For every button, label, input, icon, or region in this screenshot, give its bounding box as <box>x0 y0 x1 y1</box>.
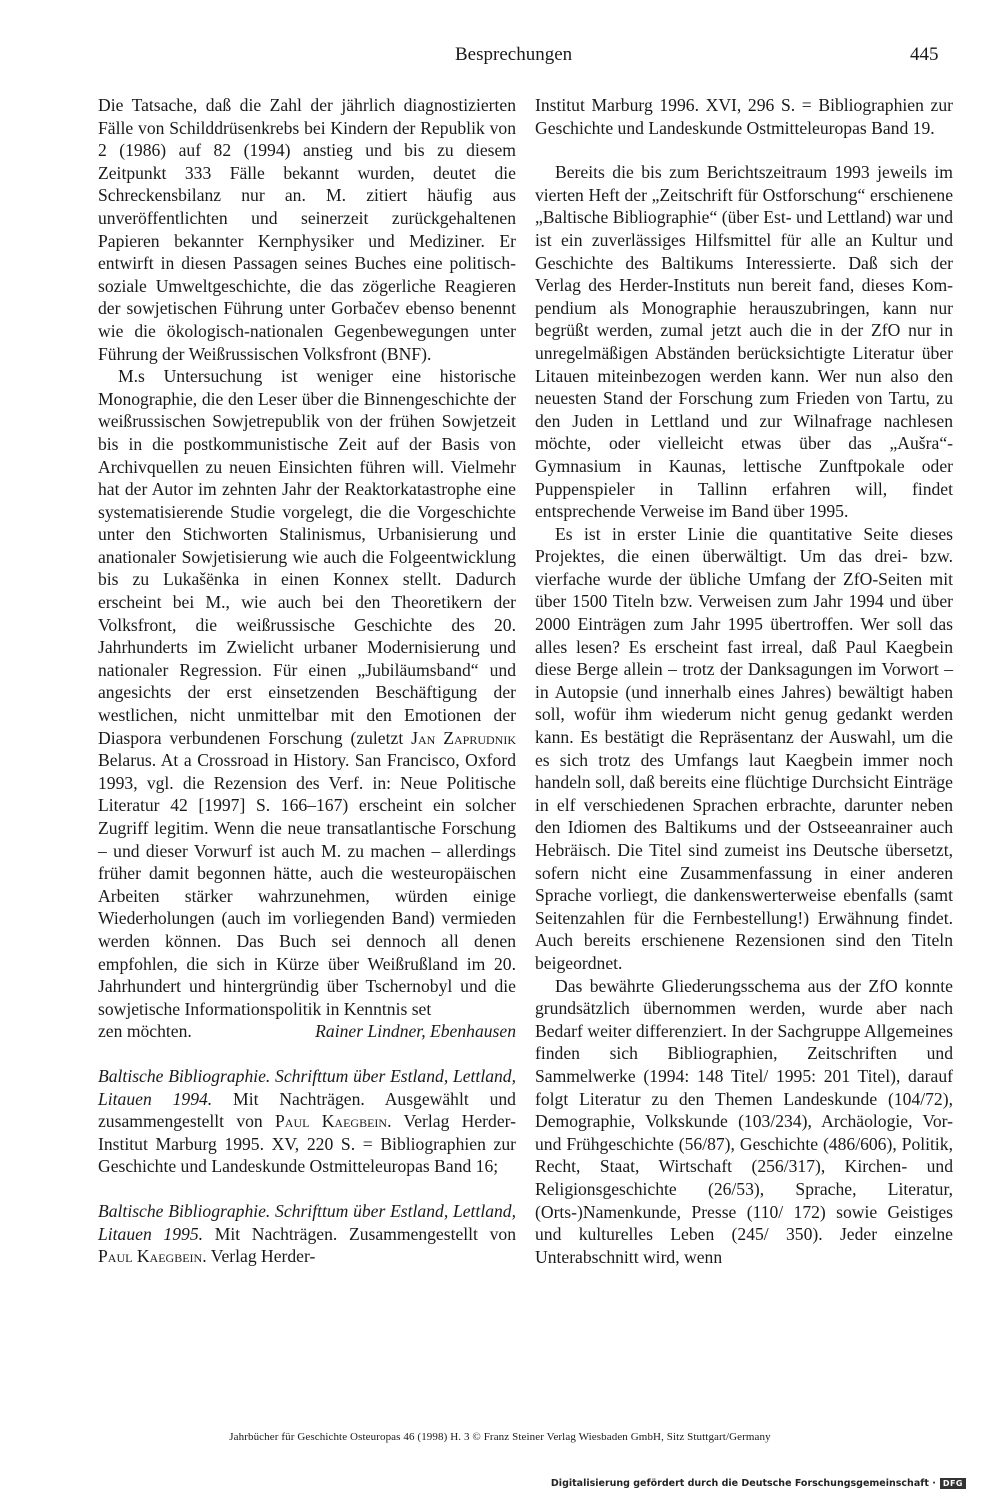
entry-1994-title: Baltische Bibliographie. Schrifttum über Estland, Lettland, Litauen 1994. <box>98 1065 516 1109</box>
review-paragraph-2 <box>98 365 516 1020</box>
running-head <box>0 44 1000 74</box>
dfg-logo-icon: DFG <box>940 1478 966 1489</box>
reviewer-name: Rainer Lindner, Ebenhausen <box>315 1021 516 1042</box>
paragraph-2-last-line: zen möchten. <box>98 1021 192 1042</box>
entry-1994-editor: Paul Kaegbein <box>275 1111 388 1132</box>
cited-author-name: Jan Zaprudnik <box>411 727 517 748</box>
review-signature-line <box>98 1020 516 1043</box>
entry-1994-text-a: Mit Nachträgen. Ausgewählt und zusammengestellt von <box>98 1088 516 1132</box>
entry-1995-title: Baltische Bibliographie. Schrifttum über Estland, Lettland, Litauen 1995. <box>98 1200 516 1244</box>
right-column <box>535 94 953 1268</box>
entry-1995-text-a: Mit Nachträgen. Zusammengestellt von <box>203 1223 517 1244</box>
left-column <box>98 94 516 1268</box>
journal-footer: Jahrbücher für Geschichte Osteuropas 46 (1998) H. 3 © Franz Steiner Verlag Wiesbaden GmbH, Sitz Stuttgart/Germany <box>229 1431 771 1443</box>
bibliography-entry-1994 <box>98 1065 516 1178</box>
review-2-paragraph-1: Bereits die bis zum Berichtszeitraum 1993 jeweils im vierten Heft der „Zeitschrift für Ostforschung“ erschienene „Baltische Bibliographie“ (über Est- und Lettland) war und ist ein zuverlässiges Hilfsmittel für alle an Kultur und Geschichte des Baltikums Interessierte. Daß sich der Verlag des Herder-Instituts nun bereit fand, dieses Kompendium als Monographie herauszubringen, kann nur begrüßt werden, zumal jetzt auch die in der ZfO nur in unregelmäßigen Abständen berücksichtigte Literatur über Litauen miteinbezogen werden kann. Wer nun also den neuesten Stand der Forschung zum Frieden von Tartu, zu den Juden in Lettland und zur Wilnafrage nachlesen möchte, oder vielleicht etwas über das „Aušra“-Gymnasium in Kaunas, lettische Zunftpokale oder Puppenspieler in Tallinn erfahren will, findet entsprechende Verweise im Band über 1995. <box>535 162 953 522</box>
dfg-credit-text: Digitalisierung gefördert durch die Deutsche Forschungsgemeinschaft · <box>550 1478 936 1489</box>
bibliography-entry-1995 <box>98 1200 516 1268</box>
running-title: Besprechungen <box>455 44 573 65</box>
entry-1994-text-b: . Verlag Herder-Institut Marburg 1995. XV, 220 S. = Bibliographien zur Geschichte und Landeskunde Ostmitteleuropas Band 16; <box>98 1111 516 1177</box>
dfg-credit <box>551 1478 966 1489</box>
review-2-paragraph-3: Das bewährte Gliederungsschema aus der ZfO konnte grundsätzlich übernommen werden, wurde aber nach Bedarf weiter differenziert. In der Sachgruppe Allgemeines finden sich Bibliographien, Zeitschriften und Sammelwerke (1994: 148 Titel/ 1995: 201 Titel), darauf folgt Literatur zu den Themen Landeskunde (104/72), Demographie, Volkskunde (103/234), Archäologie, Vor- und Frühgeschichte (56/87), Geschichte (486/606), Politik, Recht, Staat, Wirtschaft (256/317), Kirchen- und Religionsgeschichte (26/53), Sprache, Literatur, (Orts-)Namenkunde, Presse (110/ 172) sowie Geistiges und kulturelles Leben (245/ 350). Jeder einzelne Unterabschnitt wird, wenn <box>535 975 953 1267</box>
entry-1995-text-b: . Verlag Herder- <box>202 1246 316 1267</box>
review-2-paragraph-2: Es ist in erster Linie die quantitative Seite dieses Projektes, die einen überwältigt. Um das drei- bzw. vierfache wurde der übliche Umfang der ZfO-Seiten mit über 1500 Titeln bzw. Verweisen zum Jahr 1994 und über 2000 Einträgen zum Jahr 1995 übertroffen. Wer soll das alles lesen? Es erscheint fast irreal, daß Paul Kaegbein diese Berge allein – trotz der Danksagungen im Vorwort – in Autopsie (und innerhalb eines Jahres) bewältigt haben soll, wofür ihm wiederum nicht genug gedankt werden kann. Es bestätigt die Repräsentanz der Auswahl, um die es sich trotz des Umfangs laut Kaegbein immer noch handeln soll, daß bereits eine flüchtige Durchsicht Einträge in elf verschiedenen Sprachen erbrachte, darunter neben den Idiomen des Baltikums und der Ostseeanrainer auch Hebräisch. Die Titel sind zumeist ins Deutsche übersetzt, sofern nicht eine Zusammenfassung in einer anderen Sprache vorliegt, die dankenswerterweise ebenfalls (samt Seitenzahlen für die Fernbestellung!) Erwähnung findet. Auch bereits erschienene Rezensionen sind den Titeln beigeordnet. <box>535 523 953 973</box>
paragraph-2-text-b: Belarus. At a Crossroad in History. San Francisco, Oxford 1993, vgl. die Rezension des Verf. in: Neue Politische Literatur 42 [1997] S. 166–167) erscheint ein solcher Zugriff legitim. Wenn die neue transatlantische Forschung – und dieser Vorwurf ist auch M. zu machen – allerdings früher damit begonnen hätte, auch die westeuropäischen Arbeiten stärker wahrzunehmen, würden einige Wiederholungen (auch im vorliegenden Band) vermieden werden können. Das Buch sei dennoch all denen empfohlen, die sich in Kürze über Weißrußland im 20. Jahrhundert und hintergründig über Tschernobyl und die sowjetische Informationspolitik in Kenntnis set <box>98 750 516 1019</box>
page-number: 445 <box>910 44 939 65</box>
entry-1995-editor: Paul Kaegbein <box>98 1246 203 1267</box>
paragraph-2-text-a: M.s Untersuchung ist weniger eine historische Monographie, die den Leser über die Binnengeschichte der weißrussischen Sowjetrepublik von der frühen Sowjetzeit bis in die postkommunistische Zeit auf der Basis von Archivquellen zu neuen Einsichten führen will. Vielmehr hat der Autor im zehnten Jahr der Reaktorkatastrophe eine systematisierende Studie vorgelegt, die die Vorgeschichte unter den Stichworten Stalinismus, Urbanisierung und anationaler Sowjetisierung wie auch die Folgeentwicklung bis zu Lukašënka in einen Konnex stellt. Dadurch erscheint bei M., wie auch bei den Theoretikern der Volksfront, die weißrussische Geschichte des 20. Jahrhunderts im Zwielicht urbaner Modernisierung und nationaler Regression. Für einen „Jubiläumsband“ und angesichts der erst einsetzenden Beschäftigung der westlichen, nicht unmittelbar mit den Emotionen der Diaspora verbundenen Forschung (zuletzt <box>98 366 516 748</box>
review-paragraph-1: Die Tatsache, daß die Zahl der jährlich diagnostizierten Fälle von Schilddrüsenkrebs bei Kindern der Republik von 2 (1986) auf 82 (1994) anstieg und bis zu diesem Zeitpunkt 333 Fälle bekannt wurden, deutet die Schreckensbilanz nur an. M. zitiert häufig aus unveröffentlichten und seinerzeit zurückgehaltenen Papieren bekannter Kernphysiker und Mediziner. Er entwirft in diesen Passagen seines Buches eine politisch-soziale Umweltgeschichte, die das zögerliche Reagieren der sowjetischen Führung unter Gorbačev ebenso benennt wie die ökologisch-nationalen Gegenbewegungen unter Führung der Weißrussischen Volksfront (BNF). <box>98 95 516 364</box>
entry-1995-continuation: Institut Marburg 1996. XVI, 296 S. = Bibliographien zur Geschichte und Landeskunde Ostmitteleuropas Band 19. <box>535 95 953 138</box>
